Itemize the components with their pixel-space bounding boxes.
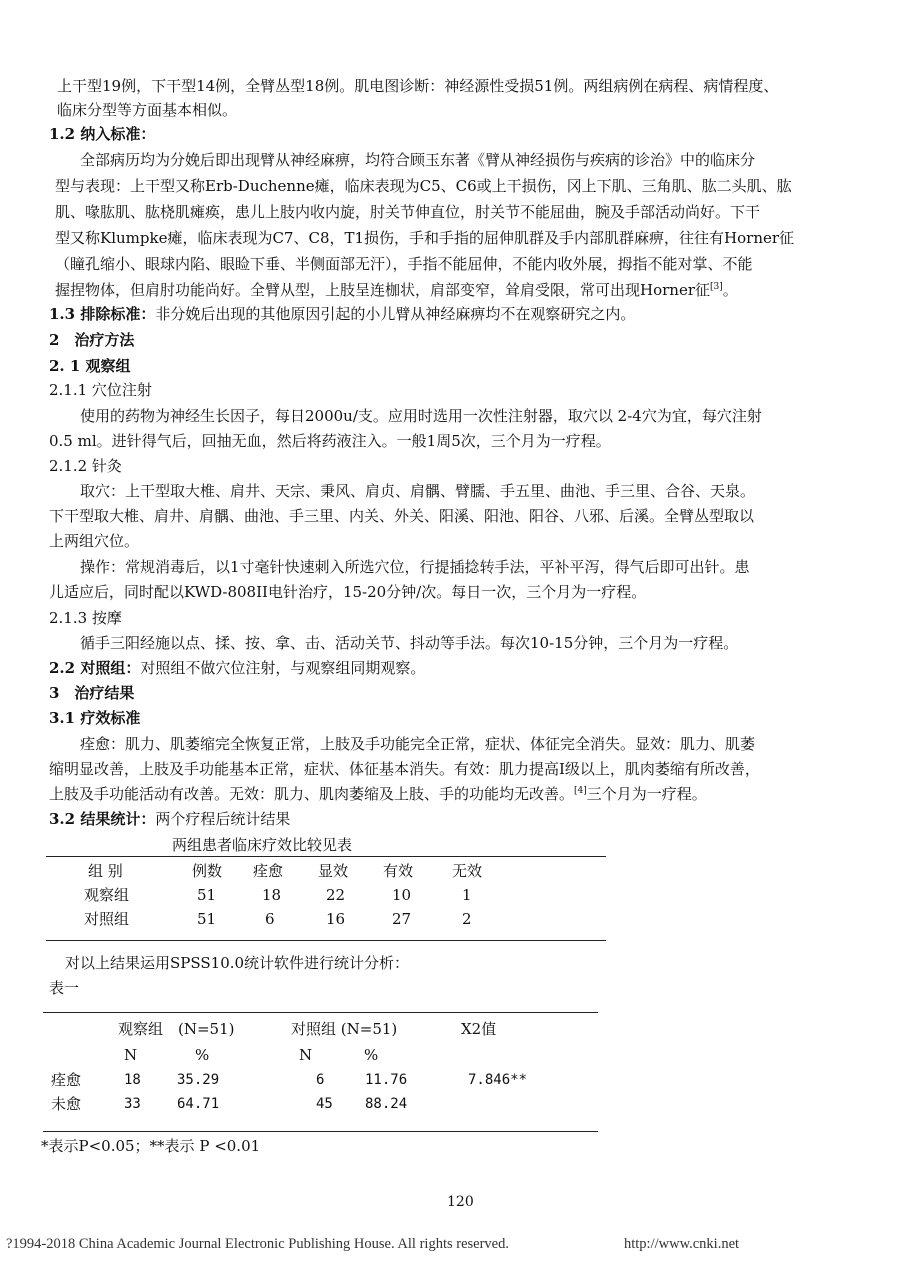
table-cell: 痊愈 xyxy=(51,1071,82,1089)
text-line xyxy=(55,280,738,300)
text-line xyxy=(49,809,290,829)
table-cell: 33 xyxy=(124,1096,141,1112)
text-line: 循手三阳经施以点、揉、按、拿、击、活动关节、抖动等手法。每次10-15分钟，三个月为一疗程。 xyxy=(80,634,739,652)
table-header: X2值 xyxy=(461,1020,497,1038)
text-line: 对以上结果运用SPSS10.0统计软件进行统计分析： xyxy=(65,954,410,972)
table-cell: 对照组 xyxy=(84,910,130,928)
table-caption: 两组患者临床疗效比较见表 xyxy=(172,836,353,854)
table-cell: 35.29 xyxy=(177,1072,220,1088)
table-cell: 51 xyxy=(197,910,217,928)
table-header: 显效 xyxy=(318,862,349,880)
table-cell: 18 xyxy=(262,886,282,904)
table-cell: 1 xyxy=(462,886,472,904)
table-header: % xyxy=(195,1046,210,1064)
table-cell: 2 xyxy=(462,910,472,928)
section-heading: 2.2 对照组： xyxy=(49,659,141,677)
section-heading: 3 治疗结果 xyxy=(49,684,135,702)
footer-copyright: ?1994-2018 China Academic Journal Electronic Publishing House. All rights reserved. xyxy=(6,1236,509,1252)
subsection-heading: 2.1.3 按摩 xyxy=(49,609,122,627)
text-line: 痊愈：肌力、肌萎缩完全恢复正常，上肢及手功能完全正常，症状、体征完全消失。显效：肌力、肌萎 xyxy=(80,735,756,753)
table-cell: 观察组 xyxy=(84,886,130,904)
table-cell: 27 xyxy=(392,910,412,928)
table-header: 痊愈 xyxy=(253,862,284,880)
text-line: （瞳孔缩小、眼球内陷、眼睑下垂、半侧面部无汗），手指不能屈伸，不能内收外展，拇指不能对掌、不能 xyxy=(55,255,753,273)
text-line: 取穴：上干型取大椎、肩井、天宗、秉风、肩贞、肩髃、臂臑、手五里、曲池、手三里、合谷、天泉。 xyxy=(80,482,756,500)
citation-ref: [3] xyxy=(710,282,723,292)
table-cell: 10 xyxy=(392,886,412,904)
text-line: 肌、喙肱肌、肱桡肌瘫痪，患儿上肢内收内旋，肘关节伸直位，肘关节不能屈曲，腕及手部活动尚好。下干 xyxy=(55,203,761,221)
table-top-rule xyxy=(46,856,606,857)
table-label: 表一 xyxy=(49,979,80,997)
section-heading: 2 治疗方法 xyxy=(49,331,135,349)
table-header: % xyxy=(364,1046,379,1064)
text-span: 三个月为一疗程。 xyxy=(586,785,707,803)
table-cell: 16 xyxy=(326,910,346,928)
table-cell: 未愈 xyxy=(51,1095,82,1113)
table-header: 例数 xyxy=(192,862,223,880)
text-line: 0.5 ml。进针得气后，回抽无血，然后将药液注入。一般1周5次，三个月为一疗程。 xyxy=(49,432,611,450)
text-span: 上肢及手功能活动有改善。无效：肌力、肌肉萎缩及上肢、手的功能均无改善。 xyxy=(49,785,575,803)
table-header: 组 别 xyxy=(88,862,123,880)
section-heading: 3.2 结果统计： xyxy=(49,810,156,828)
table-cell: 6 xyxy=(316,1072,325,1088)
text-line xyxy=(49,784,707,804)
table-cell: 11.76 xyxy=(365,1072,408,1088)
text-span: 。 xyxy=(722,281,738,299)
text-line: 使用的药物为神经生长因子，每日2000u/支。应用时选用一次性注射器，取穴以 2-4穴为宜，每穴注射 xyxy=(80,407,762,425)
section-heading: 1.2 纳入标准： xyxy=(49,125,156,143)
table-cell: 6 xyxy=(265,910,275,928)
table-cell: 18 xyxy=(124,1072,141,1088)
table-bottom-rule xyxy=(43,1131,598,1132)
text-span: 握捏物体，但肩肘功能尚好。全臂从型，上肢呈连枷状，肩部变窄，耸肩受限，常可出现Horner征 xyxy=(55,281,710,299)
text-line: 型与表现：上干型又称Erb-Duchenne瘫，临床表现为C5、C6或上干损伤，冈上下肌、三角肌、肱二头肌、肱 xyxy=(55,177,792,195)
table-header: N xyxy=(299,1046,313,1064)
table-header: 观察组 (N=51) xyxy=(118,1020,235,1038)
table-cell: 7.846** xyxy=(468,1072,528,1088)
text-span: 两个疗程后统计结果 xyxy=(155,810,291,828)
citation-ref: [4] xyxy=(574,786,587,796)
text-line: 儿适应后，同时配以KWD-808II电针治疗，15-20分钟/次。每日一次，三个月为一疗程。 xyxy=(49,583,647,601)
subsection-heading: 2.1.2 针灸 xyxy=(49,457,122,475)
table-footnote: *表示P<0.05；**表示 P <0.01 xyxy=(41,1137,261,1155)
section-heading: 2. 1 观察组 xyxy=(49,357,131,375)
text-line: 全部病历均为分娩后即出现臂从神经麻痹，均符合顾玉东著《臂从神经损伤与疾病的诊治》中的临床分 xyxy=(80,151,756,169)
table-header: 有效 xyxy=(383,862,414,880)
table-bottom-rule xyxy=(46,940,606,941)
text-line: 操作：常规消毒后，以1寸毫针快速刺入所选穴位，行提插捻转手法，平补平泻，得气后即可出针。患 xyxy=(80,558,750,576)
table-header: 无效 xyxy=(452,862,483,880)
table-cell: 22 xyxy=(326,886,346,904)
table-top-rule xyxy=(43,1012,598,1013)
table-cell: 64.71 xyxy=(177,1096,220,1112)
text-line xyxy=(49,658,425,678)
text-line: 缩明显改善，上肢及手功能基本正常，症状、体征基本消失。有效：肌力提高I级以上，肌肉萎缩有所改善， xyxy=(49,760,760,778)
table-cell: 51 xyxy=(197,886,217,904)
text-line: 下干型取大椎、肩井、肩髃、曲池、手三里、内关、外关、阳溪、阳池、阳谷、八邪、后溪。全臂丛型取以 xyxy=(49,507,755,525)
text-line: 型又称Klumpke瘫，临床表现为C7、C8，T1损伤，手和手指的屈伸肌群及手内部肌群麻痹，往往有Horner征 xyxy=(55,229,795,247)
footer-url: http://www.cnki.net xyxy=(624,1236,740,1252)
text-line: 临床分型等方面基本相似。 xyxy=(57,101,238,119)
subsection-heading: 2.1.1 穴位注射 xyxy=(49,381,152,399)
text-line: 上两组穴位。 xyxy=(49,532,140,550)
table-header: 对照组 (N=51) xyxy=(291,1020,398,1038)
text-line: 上干型19例，下干型14例，全臂丛型18例。肌电图诊断：神经源性受损51例。两组病例在病程、病情程度、 xyxy=(57,77,779,95)
table-cell: 45 xyxy=(316,1096,333,1112)
text-line xyxy=(49,304,635,324)
section-heading: 1.3 排除标准： xyxy=(49,305,156,323)
table-cell: 88.24 xyxy=(365,1096,408,1112)
text-span: 非分娩后出现的其他原因引起的小儿臂从神经麻痹均不在观察研究之内。 xyxy=(155,305,636,323)
table-header: N xyxy=(124,1046,138,1064)
section-heading: 3.1 疗效标准 xyxy=(49,709,141,727)
page-number: 120 xyxy=(447,1194,474,1210)
text-span: 对照组不做穴位注射，与观察组同期观察。 xyxy=(140,659,426,677)
